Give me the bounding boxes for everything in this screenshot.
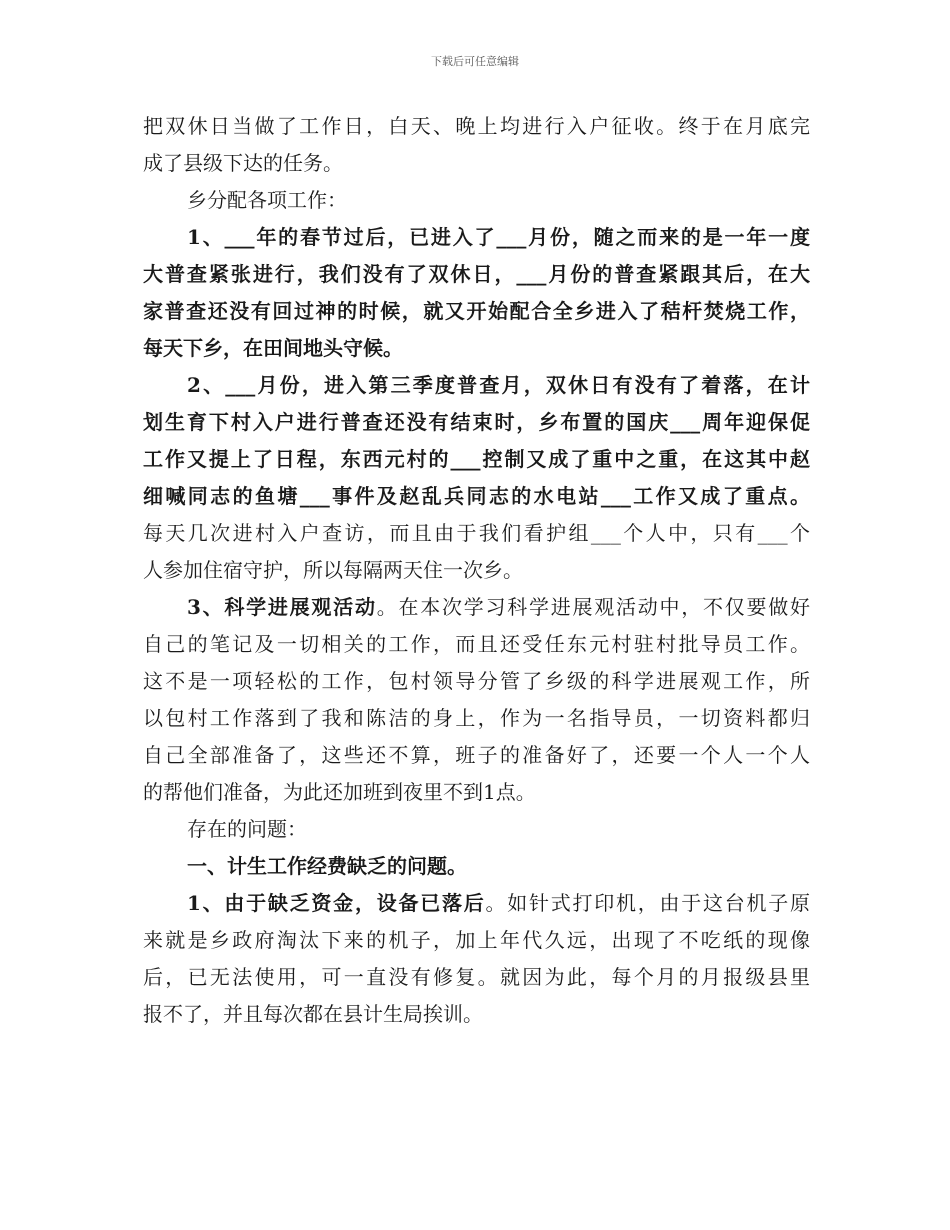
paragraph-heading: 3、科学进展观活动: [187, 595, 377, 619]
paragraph-line: 后，已无法使用，可一直没有修复。就因为此，每个月的月报级县里: [143, 965, 810, 989]
paragraph-line: 2、___月份，进入第三季度普查月，双休日有没有了着落，在计: [187, 373, 810, 397]
paragraph-line: 划生育下村入户进行普查还没有结束时，乡布置的国庆___周年迎保促: [143, 410, 810, 434]
paragraph-line: [143, 589, 810, 626]
section-heading: 一、计生工作经费缺乏的问题。: [187, 854, 467, 878]
document-body: [143, 108, 810, 1033]
paragraph-line: 以包村工作落到了我和陈洁的身上，作为一名指导员，一切资料都归: [143, 706, 810, 730]
paragraph-line: 每天下乡，在田间地头守候。: [143, 336, 403, 360]
paragraph-line: 每天几次进村入户查访，而且由于我们看护组___个人中，只有___个: [143, 521, 810, 545]
paragraph-line: 来就是乡政府淘汰下来的机子，加上年代久远，出现了不吃纸的现像: [143, 928, 810, 952]
page-header: 下载后可任意编辑: [431, 55, 519, 68]
paragraph-line: 人参加住宿守护，所以每隔两天住一次乡。: [143, 558, 523, 582]
paragraph-heading: 1、由于缺乏资金，设备已落后: [187, 891, 486, 915]
paragraph-line: 家普查还没有回过神的时候，就又开始配合全乡进入了秸杆焚烧工作，: [143, 299, 810, 323]
paragraph-line: 的帮他们准备，为此还加班到夜里不到1点。: [143, 780, 536, 804]
paragraph-text: 。如针式打印机，由于这台机子原: [485, 891, 811, 915]
paragraph-line: 细喊同志的鱼塘___事件及赵乱兵同志的水电站___工作又成了重点。: [143, 484, 810, 508]
section-label: 乡分配各项工作：: [187, 188, 347, 212]
paragraph-line: 把双休日当做了工作日，白天、晚上均进行入户征收。终于在月底完: [143, 114, 810, 138]
section-label: 存在的问题：: [187, 817, 307, 841]
paragraph-line: 1、___年的春节过后，已进入了___月份，随之而来的是一年一度: [187, 225, 810, 249]
paragraph-line: 这不是一项轻松的工作，包村领导分管了乡级的科学进展观工作，所: [143, 669, 810, 693]
paragraph-line: 报不了，并且每次都在县计生局挨训。: [143, 1002, 483, 1026]
paragraph-line: 工作又提上了日程，东西元村的___控制又成了重中之重，在这其中赵: [143, 447, 810, 471]
paragraph-line: [143, 885, 810, 922]
paragraph-line: 大普查紧张进行，我们没有了双休日，___月份的普查紧跟其后，在大: [143, 262, 810, 286]
paragraph-line: 自己的笔记及一切相关的工作，而且还受任东元村驻村批导员工作。: [143, 632, 810, 656]
paragraph-line: 自己全部准备了，这些还不算，班子的准备好了，还要一个人一个人: [143, 743, 810, 767]
paragraph-text: 。在本次学习科学进展观活动中，不仅要做好: [376, 595, 811, 619]
paragraph-line: 成了县级下达的任务。: [143, 151, 343, 175]
